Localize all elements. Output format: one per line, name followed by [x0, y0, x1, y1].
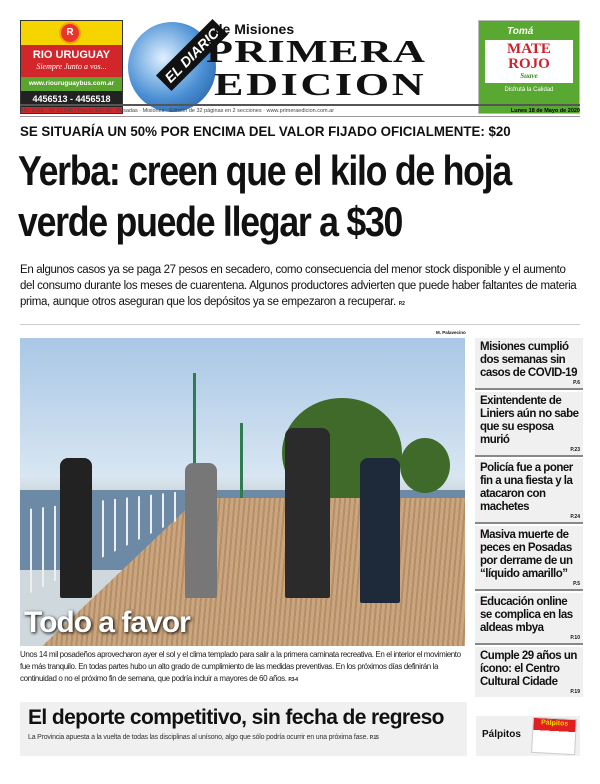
ad-brand: RIO URUGUAY [32, 49, 111, 61]
ad-brand-line1: MATE [507, 41, 551, 57]
person [360, 458, 400, 603]
sports-headline[interactable]: El deporte competitivo, sin fecha de regreso [28, 706, 444, 729]
sports-page-ref: P.15 [369, 735, 379, 741]
rio-uruguay-logo-icon: R [59, 22, 81, 44]
lamp-post [240, 423, 243, 503]
brief-item[interactable] [475, 338, 583, 390]
brief-item[interactable] [475, 459, 583, 524]
brief-page: P.19 [570, 689, 580, 695]
ad-variant: Suave [520, 72, 538, 80]
palpitos-label: Pálpitos [482, 729, 521, 740]
lead-body-text: En algunos casos ya se paga 27 pesos en secadero, como consecuencia del menor stock disponible y el aumento del consumo durante los meses de cuarentena. Algunos productores advierten que puede haber faltantes de materia prima, aunque otros aseguran que los depósitos ya se empezaron a recuperar. [20, 264, 577, 308]
lead-headline[interactable]: Yerba: creen que el kilo de hoja verde puede llegar a $30 [18, 147, 511, 245]
edition-info-bar [20, 104, 580, 117]
photo-caption [20, 649, 465, 686]
sports-body: La Provincia apuesta a la vuelta de todas las disciplinas al unísono, algo que sólo podría ocurrir en una próxima fase. [28, 734, 369, 741]
photo-page-ref: P.3-4 [288, 677, 298, 683]
edition-date: Lunes 18 de Mayo de 2020 [510, 108, 580, 114]
brief-item[interactable] [475, 526, 583, 591]
masthead-badge: EL DIARIO [156, 19, 228, 91]
divider [20, 324, 580, 325]
main-photo[interactable] [20, 338, 465, 646]
ad-mate-rojo[interactable] [478, 20, 580, 114]
sports-story[interactable] [20, 702, 467, 756]
brief-title: Educación online se complica en las aldeas mbya [480, 596, 573, 634]
ad-slogan: Siempre Junto a vos... [36, 62, 107, 71]
person [285, 428, 330, 598]
tree [400, 438, 450, 493]
photo-title: Todo a favor [24, 606, 190, 639]
photo-caption-text: Unos 14 mil posadeños aprovecharon ayer el sol y el clima templado para salir a la primera caminata recreativa. En el interior el movimiento fue más tranquilo. En todas partes hubo un alto grado de cumplimiento de las medidas preventivas. En los próximos días definirán la continuidad o no el próximo fin de semana, que podría incluir a mayores de 60 años. [20, 650, 461, 683]
palpitos-promo[interactable] [476, 716, 580, 756]
lead-page-ref: P.2 [398, 301, 405, 307]
lead-kicker: SE SITUARÍA UN 50% POR ENCIMA DEL VALOR FIJADO OFICIALMENTE: $20 [20, 123, 511, 139]
palpitos-cover-image [531, 717, 577, 755]
brief-page: P.6 [573, 380, 580, 386]
person [60, 458, 92, 598]
brief-title: Cumple 29 años un ícono: el Centro Cultural Cidade [480, 650, 577, 688]
person [185, 463, 217, 598]
ad-rio-uruguay[interactable] [20, 20, 123, 114]
brief-page: P.10 [570, 635, 580, 641]
brief-item[interactable] [475, 647, 583, 697]
brief-page: P.24 [570, 514, 580, 520]
ad-toma: Tomá [507, 26, 534, 37]
brief-page: P.23 [570, 447, 580, 453]
masthead-prefix: de Misiones [214, 21, 295, 37]
palpitos-cover-title: Pálpitos [540, 719, 569, 728]
brief-page: P.5 [573, 581, 580, 587]
brief-item[interactable] [475, 392, 583, 457]
brief-item[interactable] [475, 593, 583, 645]
ad-url: www.riouruguaybus.com.ar [21, 77, 122, 91]
brief-title: Misiones cumplió dos semanas sin casos de COVID-19 [480, 341, 577, 379]
masthead-title-line2: EDICION [214, 68, 427, 103]
photo-credit: M. Palavecino [436, 330, 466, 335]
brief-title: Masiva muerte de peces en Posadas por derrame de un “líquido amarillo” [480, 529, 573, 580]
sidebar-briefs [475, 338, 583, 699]
lead-body [20, 262, 580, 312]
brief-title: Exintendente de Liniers aún no sabe que su esposa murió [480, 395, 579, 446]
masthead-title-line1: PRIMERA [206, 35, 427, 70]
ad-phones: 4456513 - 4456518 [21, 91, 122, 107]
brief-title: Policía fue a poner fin a una fiesta y la atacaron con machetes [480, 462, 573, 513]
ad-brand-line2: ROJO [508, 56, 550, 72]
edition-info: Año XXIX · Nº 10.546 | Precio $40,00 · Posadas · Misiones · Edición de 32 páginas en 2 secciones · www.primeraedicion.com.ar [20, 108, 335, 114]
ad-tagline: Disfrutá la Calidad [504, 87, 554, 93]
